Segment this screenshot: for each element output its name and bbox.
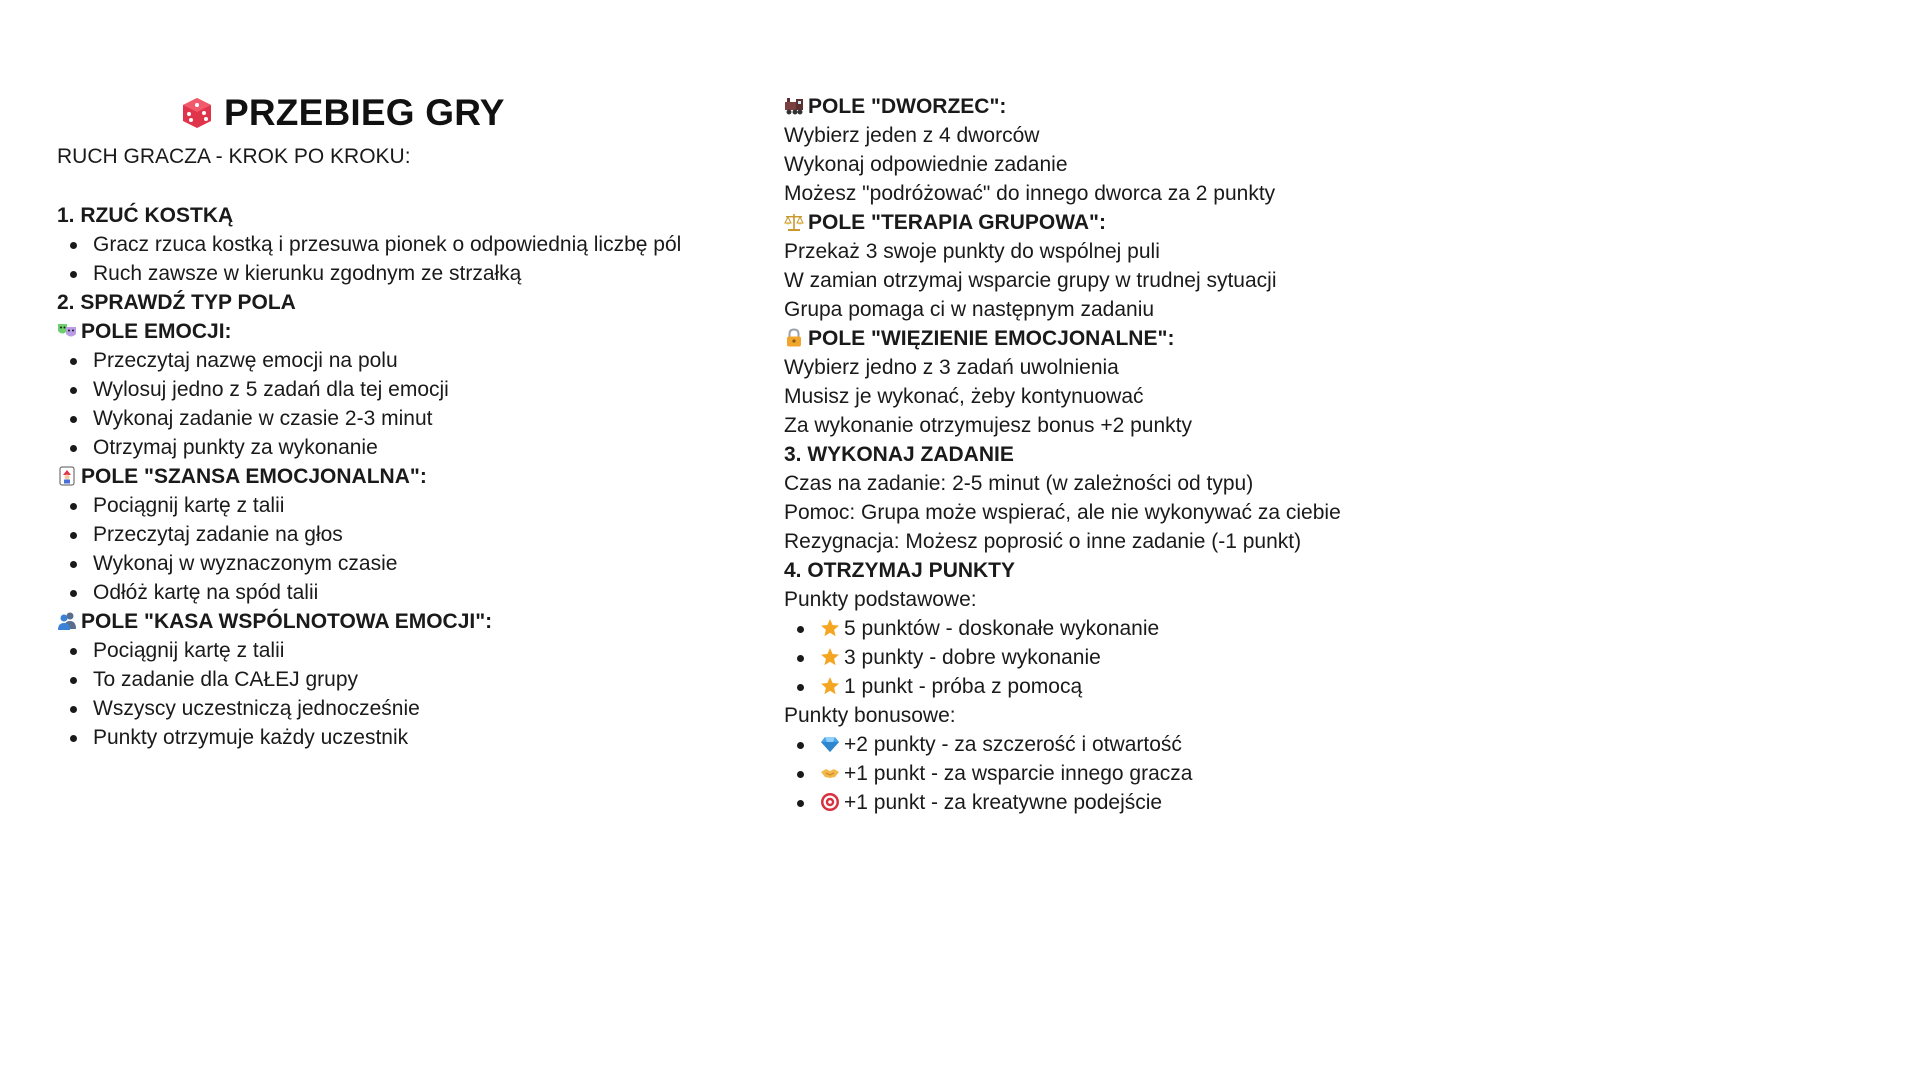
list-item-label: 3 punkty - dobre wykonanie xyxy=(844,646,1101,669)
page-title-row xyxy=(180,92,505,134)
text-line: Przekaż 3 swoje punkty do wspólnej puli xyxy=(784,240,1160,263)
text-line: Rezygnacja: Możesz poprosić o inne zadanie (-1 punkt) xyxy=(784,530,1302,553)
list-item: Ruch zawsze w kierunku zgodnym ze strzałką xyxy=(93,259,521,288)
wiezienie-heading xyxy=(784,324,1174,353)
list-item xyxy=(820,672,1082,701)
list-item: Pociągnij kartę z talii xyxy=(93,491,284,520)
text-line: Grupa pomaga ci w następnym zadaniu xyxy=(784,298,1155,321)
text-line: Za wykonanie otrzymujesz bonus +2 punkty xyxy=(784,414,1192,437)
wiezienie-heading-label: POLE "WIĘZIENIE EMOCJONALNE": xyxy=(808,327,1175,350)
list-item: Wszyscy uczestniczą jednocześnie xyxy=(93,694,420,723)
list-item-label: +1 punkt - za kreatywne podejście xyxy=(844,791,1163,814)
joker-card-icon xyxy=(57,466,77,486)
text-line: W zamian otrzymaj wsparcie grupy w trudnej sytuacji xyxy=(784,269,1277,292)
list-item-label: +1 punkt - za wsparcie innego gracza xyxy=(844,762,1193,785)
list-item: Gracz rzuca kostką i przesuwa pionek o odpowiednią liczbę pól xyxy=(93,230,681,259)
list-item: Wykonaj zadanie w czasie 2-3 minut xyxy=(93,404,432,433)
dice-icon xyxy=(180,96,214,130)
list-item-label: +2 punkty - za szczerość i otwartość xyxy=(844,733,1182,756)
subtitle: RUCH GRACZA - KROK PO KROKU: xyxy=(57,145,411,168)
list-item: Pociągnij kartę z talii xyxy=(93,636,284,665)
step3-heading: 3. WYKONAJ ZADANIE xyxy=(784,443,1014,466)
star-icon xyxy=(820,676,840,696)
bonus-points-label: Punkty bonusowe: xyxy=(784,704,956,727)
lock-icon xyxy=(784,328,804,348)
page-title: PRZEBIEG GRY xyxy=(224,92,505,133)
text-line: Wykonaj odpowiednie zadanie xyxy=(784,153,1068,176)
text-line: Czas na zadanie: 2-5 minut (w zależności od typu) xyxy=(784,472,1254,495)
emocji-heading-label: POLE EMOCJI: xyxy=(81,320,232,343)
text-line: Musisz je wykonać, żeby kontynuować xyxy=(784,385,1144,408)
list-item: Wylosuj jedno z 5 zadań dla tej emocji xyxy=(93,375,449,404)
list-item: Przeczytaj nazwę emocji na polu xyxy=(93,346,398,375)
step4-heading: 4. OTRZYMAJ PUNKTY xyxy=(784,559,1016,582)
list-item: Punkty otrzymuje każdy uczestnik xyxy=(93,723,408,752)
list-item xyxy=(820,759,1192,788)
basic-points-label: Punkty podstawowe: xyxy=(784,588,977,611)
text-line: Wybierz jedno z 3 zadań uwolnienia xyxy=(784,356,1119,379)
step1-heading: 1. RZUĆ KOSTKĄ xyxy=(57,204,234,227)
step2-heading: 2. SPRAWDŹ TYP POLA xyxy=(57,291,296,314)
list-item: Wykonaj w wyznaczonym czasie xyxy=(93,549,397,578)
list-item xyxy=(820,643,1101,672)
list-item xyxy=(820,730,1182,759)
people-icon xyxy=(57,611,77,631)
handshake-icon xyxy=(820,763,840,783)
kasa-heading-label: POLE "KASA WSPÓLNOTOWA EMOCJI": xyxy=(81,610,493,633)
locomotive-icon xyxy=(784,96,804,116)
list-item-label: 1 punkt - próba z pomocą xyxy=(844,675,1083,698)
terapia-heading xyxy=(784,208,1106,237)
szansa-heading-label: POLE "SZANSA EMOCJONALNA": xyxy=(81,465,427,488)
list-item: To zadanie dla CAŁEJ grupy xyxy=(93,665,358,694)
list-item: Przeczytaj zadanie na głos xyxy=(93,520,343,549)
star-icon xyxy=(820,647,840,667)
list-item xyxy=(820,614,1159,643)
theater-masks-icon xyxy=(57,321,77,341)
list-item xyxy=(820,788,1162,817)
scales-icon xyxy=(784,212,804,232)
star-icon xyxy=(820,618,840,638)
list-item: Odłóż kartę na spód talii xyxy=(93,578,318,607)
text-line: Pomoc: Grupa może wspierać, ale nie wykonywać za ciebie xyxy=(784,501,1341,524)
gem-icon xyxy=(820,734,840,754)
emocji-heading xyxy=(57,317,232,346)
list-item-label: 5 punktów - doskonałe wykonanie xyxy=(844,617,1160,640)
text-line: Wybierz jeden z 4 dworców xyxy=(784,124,1040,147)
target-icon xyxy=(820,792,840,812)
terapia-heading-label: POLE "TERAPIA GRUPOWA": xyxy=(808,211,1106,234)
kasa-heading xyxy=(57,607,492,636)
dworzec-heading-label: POLE "DWORZEC": xyxy=(808,95,1007,118)
list-item: Otrzymaj punkty za wykonanie xyxy=(93,433,378,462)
szansa-heading xyxy=(57,462,427,491)
text-line: Możesz "podróżować" do innego dworca za 2 punkty xyxy=(784,182,1276,205)
dworzec-heading xyxy=(784,92,1006,121)
